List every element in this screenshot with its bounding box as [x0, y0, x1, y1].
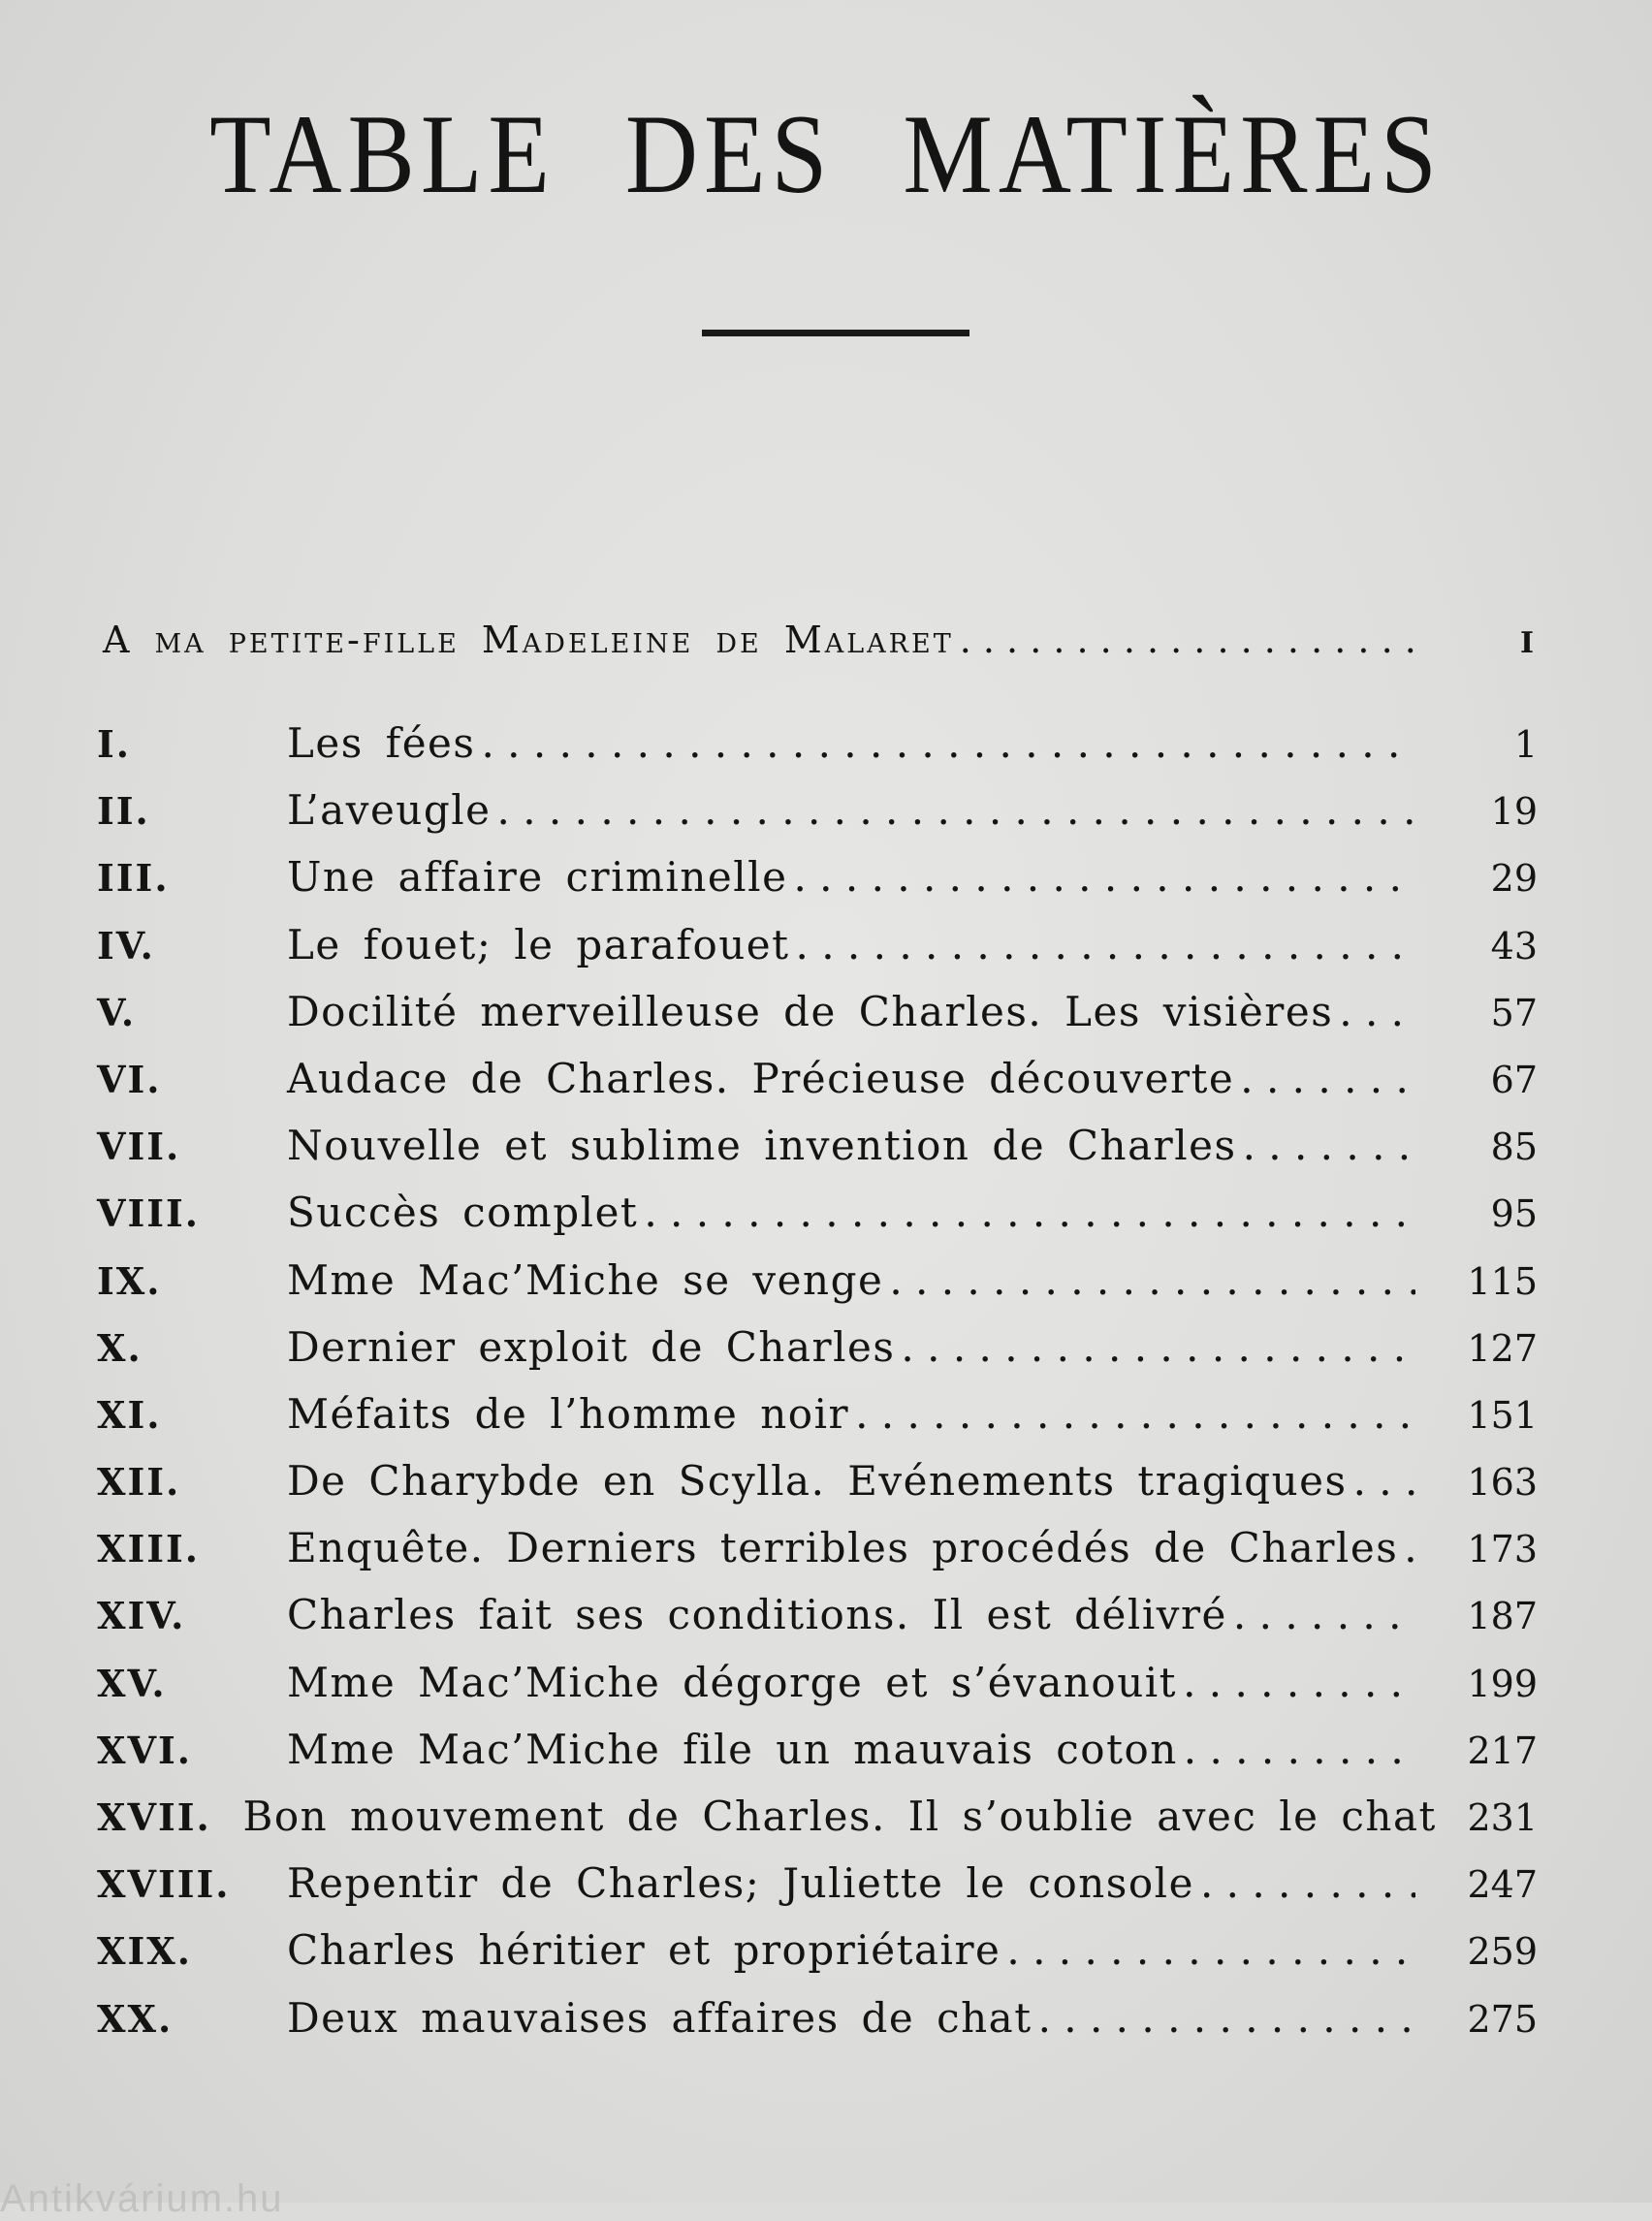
chapter-numeral: XI. — [97, 1392, 162, 1437]
chapter-numeral: X. — [97, 1325, 143, 1370]
chapter-title: Les fées — [287, 719, 476, 767]
dedication-text: A ma petite-fille Madeleine de Malaret — [103, 619, 954, 661]
dot-leader — [1240, 1055, 1415, 1102]
chapter-page: 151 — [1467, 1393, 1538, 1437]
dot-leader — [644, 1189, 1415, 1236]
toc-row — [97, 1189, 1538, 1255]
chapter-title: L’aveugle — [287, 786, 492, 835]
toc-row — [97, 921, 1538, 988]
toc-row — [97, 1256, 1538, 1323]
chapter-page: 57 — [1490, 991, 1538, 1034]
toc-row — [97, 1859, 1538, 1926]
toc-row — [97, 1793, 1538, 1859]
toc-row — [97, 1122, 1538, 1189]
chapter-numeral: III. — [97, 856, 170, 901]
toc-row — [97, 1926, 1538, 1993]
chapter-page: 199 — [1467, 1662, 1538, 1705]
dedication-entry — [103, 619, 1534, 661]
chapter-page: 173 — [1467, 1528, 1538, 1571]
dot-leader — [889, 1256, 1415, 1304]
dot-leader — [481, 719, 1415, 767]
chapter-numeral: XVIII. — [97, 1862, 231, 1907]
chapter-page: 67 — [1490, 1058, 1538, 1101]
chapter-page: 127 — [1467, 1326, 1538, 1370]
chapter-title: Deux mauvaises affaires de chat — [287, 1993, 1032, 2042]
chapter-numeral: XV. — [97, 1661, 167, 1705]
chapter-numeral: VIII. — [97, 1191, 201, 1236]
dot-leader — [793, 853, 1415, 901]
dot-leader — [901, 1323, 1415, 1371]
dot-leader — [1243, 1122, 1415, 1169]
chapter-numeral: II. — [97, 789, 150, 834]
chapter-numeral: XIV. — [97, 1594, 186, 1638]
watermark-text: Antikvárium.hu — [0, 2177, 284, 2220]
title-rule — [702, 330, 969, 336]
chapter-page: 187 — [1467, 1595, 1538, 1638]
chapter-numeral: XX. — [97, 1996, 174, 2041]
chapter-title: Repentir de Charles; Juliette le console — [287, 1859, 1194, 1908]
table-of-contents — [97, 719, 1538, 2061]
chapter-numeral: VII. — [97, 1125, 181, 1169]
chapter-title: Mme Mac’Miche dégorge et s’évanouit — [287, 1658, 1178, 1706]
chapter-title: Le fouet; le parafouet — [287, 920, 790, 968]
toc-row — [97, 1457, 1538, 1524]
chapter-page: 115 — [1467, 1259, 1538, 1303]
chapter-title: Succès complet — [287, 1189, 639, 1237]
chapter-page: 29 — [1490, 857, 1538, 901]
chapter-page: 1 — [1513, 723, 1538, 766]
dot-leader — [1200, 1859, 1415, 1907]
toc-row — [97, 719, 1538, 786]
toc-row — [97, 853, 1538, 920]
chapter-title: Docilité merveilleuse de Charles. Les visières — [287, 987, 1334, 1035]
chapter-title: Bon mouvement de Charles. Il s’oublie avec le chat — [242, 1793, 1437, 1840]
toc-row — [97, 1726, 1538, 1793]
dot-leader — [1184, 1726, 1415, 1773]
chapter-title: Charles fait ses conditions. Il est délivré — [287, 1591, 1227, 1639]
toc-row — [97, 786, 1538, 853]
chapter-page: 259 — [1467, 1930, 1538, 1974]
dot-leader — [1233, 1591, 1415, 1638]
chapter-page: 163 — [1467, 1461, 1538, 1505]
chapter-numeral: IX. — [97, 1258, 162, 1303]
toc-row — [97, 1055, 1538, 1122]
chapter-numeral: XIX. — [97, 1929, 192, 1974]
dot-leader — [855, 1390, 1415, 1438]
chapter-page: 95 — [1490, 1192, 1538, 1236]
dot-leader — [1339, 988, 1415, 1035]
chapter-title: Charles héritier et propriétaire — [287, 1926, 1001, 1975]
chapter-page: 247 — [1467, 1863, 1538, 1907]
chapter-title: Une affaire criminelle — [287, 853, 788, 902]
chapter-title: Mme Mac’Miche se venge — [287, 1255, 884, 1304]
dot-leader — [796, 921, 1415, 968]
chapter-page: 231 — [1467, 1796, 1538, 1839]
chapter-page: 85 — [1490, 1126, 1538, 1169]
chapter-page: 43 — [1490, 924, 1538, 968]
chapter-numeral: IV. — [97, 923, 155, 968]
chapter-title: Dernier exploit de Charles — [287, 1322, 896, 1371]
dot-leader — [1353, 1457, 1415, 1505]
chapter-numeral: XVII. — [97, 1795, 211, 1839]
chapter-title: De Charybde en Scylla. Evénements tragiques — [287, 1457, 1348, 1506]
chapter-title: Enquête. Derniers terribles procédés de Charles — [287, 1524, 1399, 1572]
dot-leader — [1038, 1994, 1415, 2042]
dot-leader — [1404, 1524, 1415, 1571]
chapter-numeral: V. — [97, 990, 137, 1034]
toc-row — [97, 1323, 1538, 1390]
dedication-page: I — [1519, 626, 1534, 660]
chapter-numeral: XII. — [97, 1460, 181, 1505]
toc-row — [97, 1390, 1538, 1457]
chapter-numeral: XIII. — [97, 1527, 201, 1571]
chapter-title: Mme Mac’Miche file un mauvais coton — [287, 1725, 1178, 1773]
chapter-page: 275 — [1467, 1997, 1538, 2041]
page-title: TABLE DES MATIÈRES — [209, 92, 1443, 217]
chapter-page: 19 — [1490, 790, 1538, 834]
toc-row — [97, 988, 1538, 1055]
toc-row — [97, 1591, 1538, 1658]
chapter-title: Méfaits de l’homme noir — [287, 1389, 850, 1438]
dot-leader — [1183, 1659, 1415, 1706]
toc-row — [97, 1994, 1538, 2061]
toc-row — [97, 1659, 1538, 1726]
chapter-numeral: XVI. — [97, 1728, 192, 1772]
chapter-page: 217 — [1467, 1729, 1538, 1772]
toc-row — [97, 1524, 1538, 1591]
chapter-title: Audace de Charles. Précieuse découverte — [287, 1054, 1235, 1102]
dot-leader — [497, 786, 1415, 834]
dot-leader — [960, 619, 1421, 661]
chapter-numeral: I. — [97, 722, 132, 766]
chapter-title: Nouvelle et sublime invention de Charles — [287, 1122, 1237, 1170]
chapter-numeral: VI. — [97, 1057, 162, 1101]
dot-leader — [1006, 1926, 1415, 1974]
